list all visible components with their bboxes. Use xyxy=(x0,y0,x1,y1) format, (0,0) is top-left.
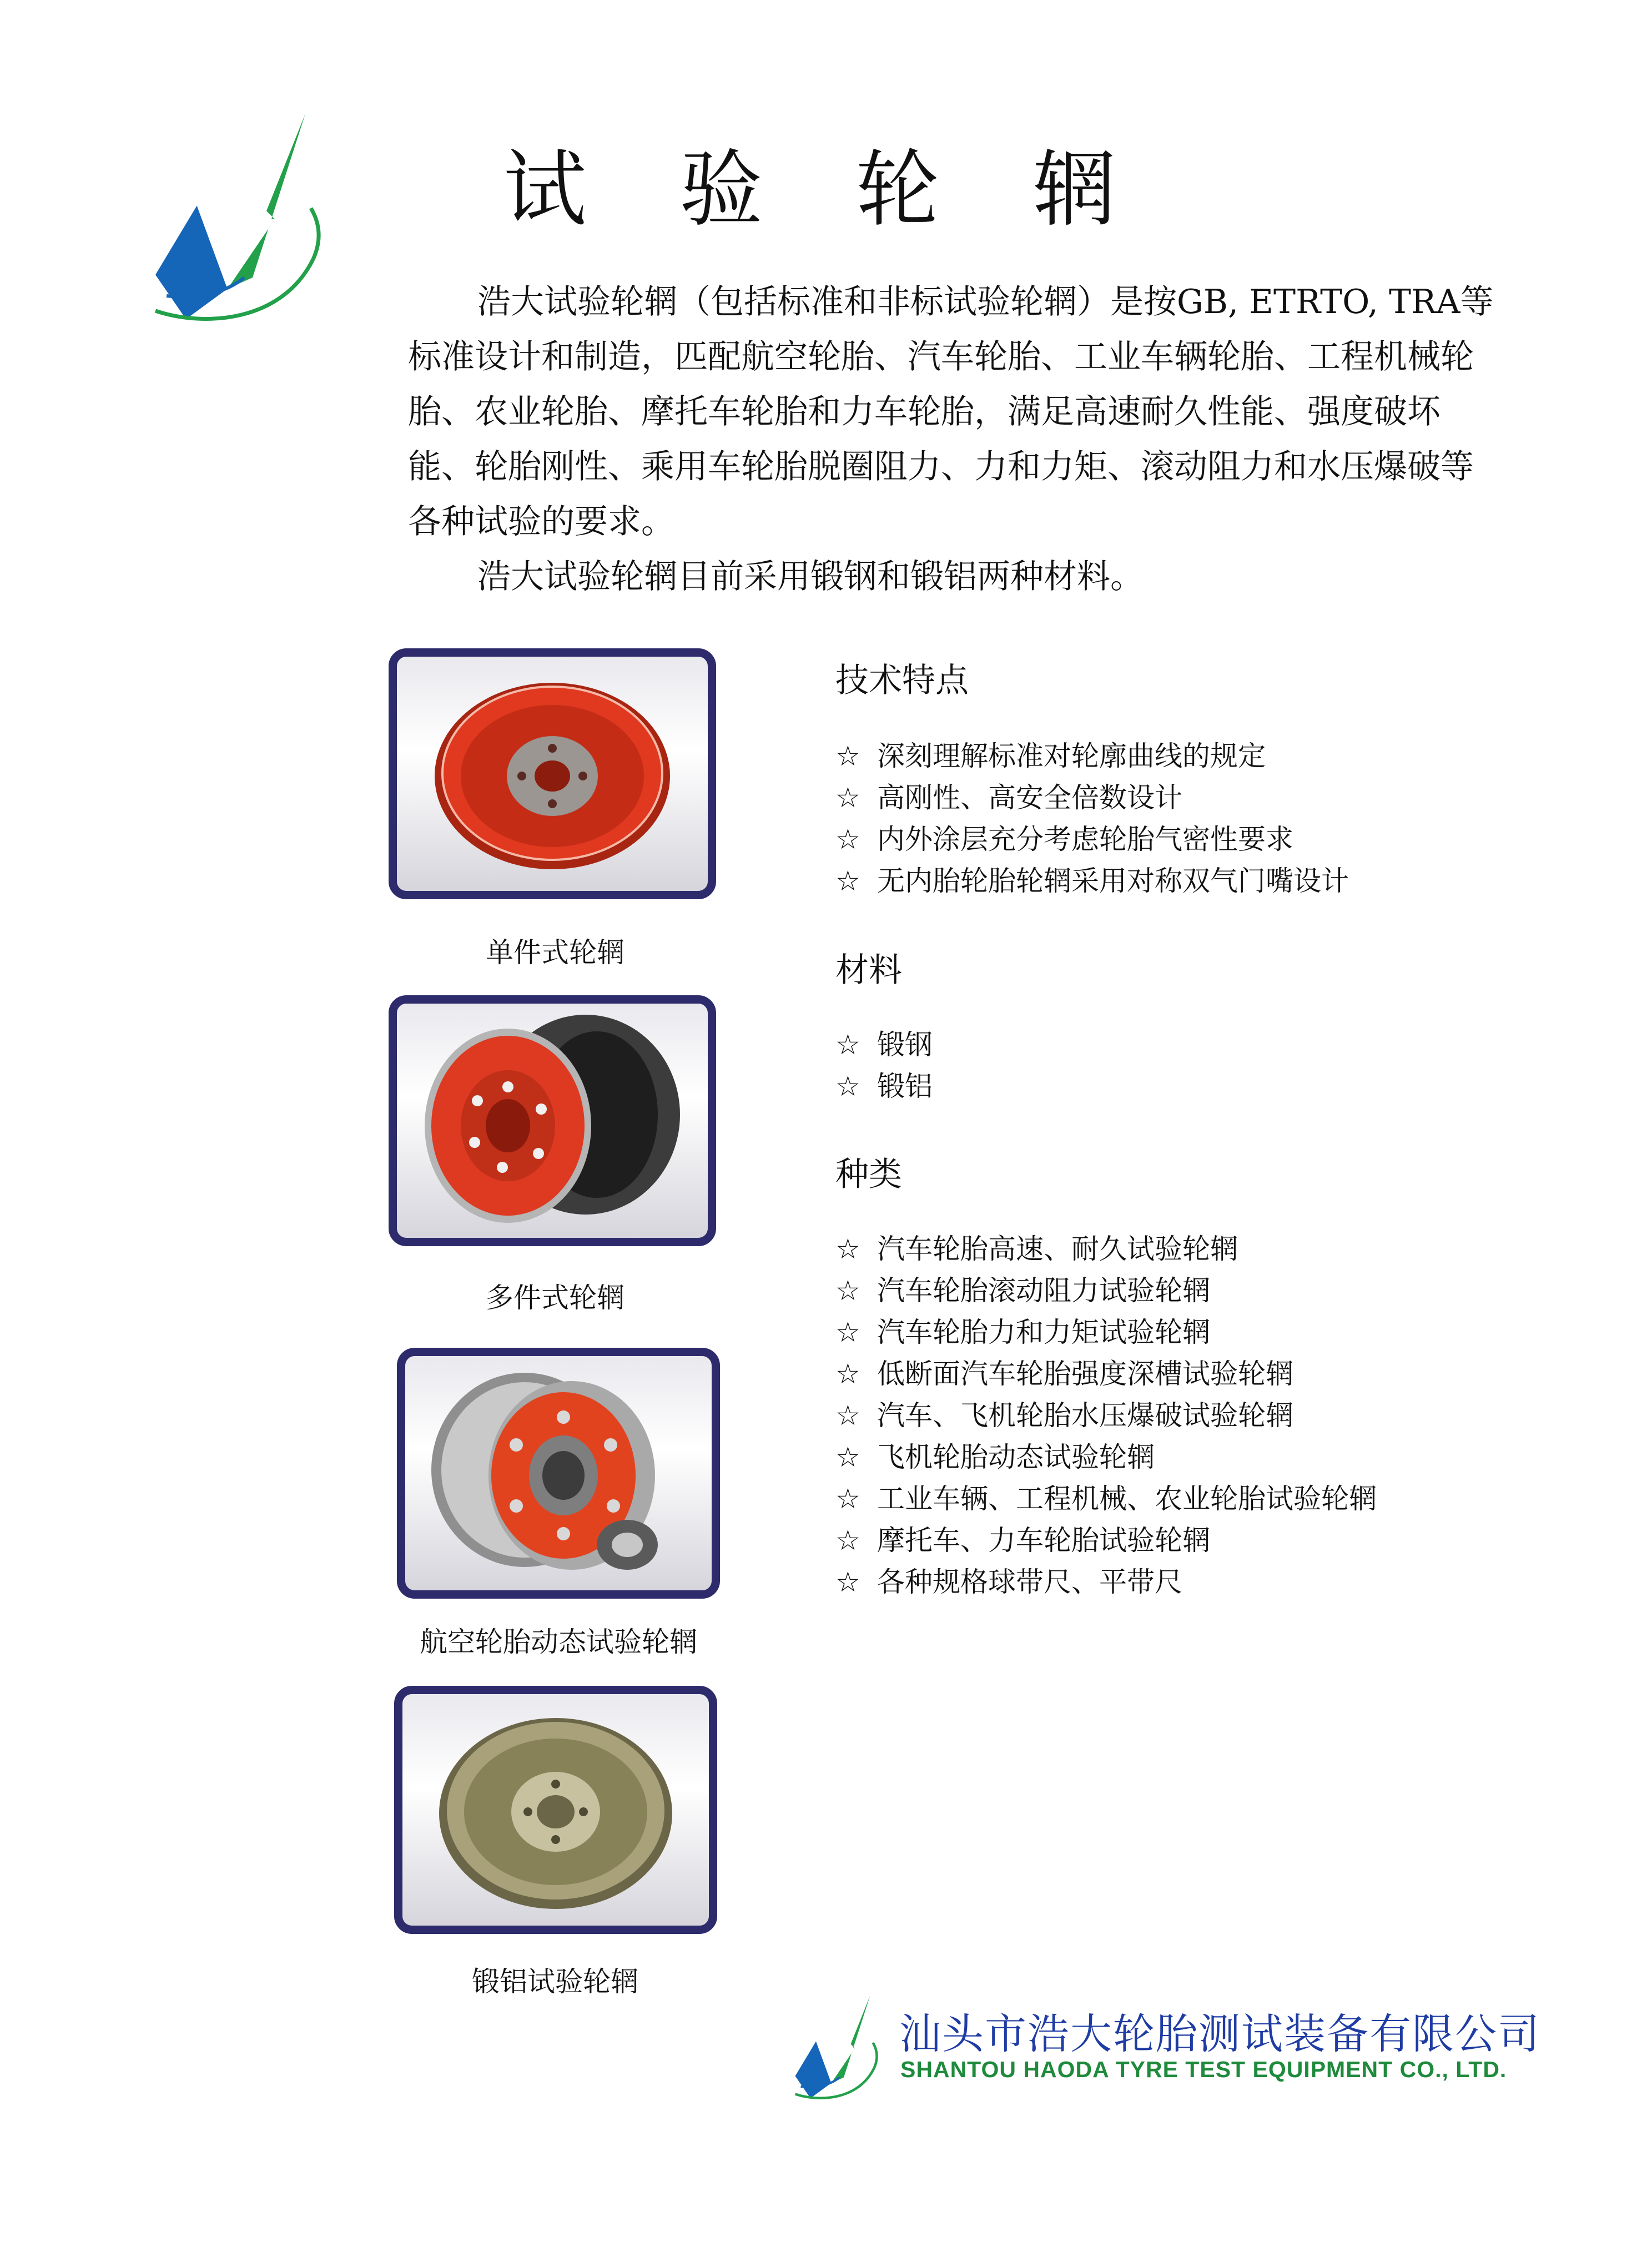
photo-caption-4: 锻铝试验轮辋 xyxy=(472,1966,638,1998)
list-item: ☆ 汽车轮胎力和力矩试验轮辋 xyxy=(835,1312,1377,1353)
star-outline-icon: ☆ xyxy=(835,865,860,897)
list-item: ☆ 飞机轮胎动态试验轮辋 xyxy=(835,1437,1377,1478)
list-item: ☆ 高刚性、高安全倍数设计 xyxy=(835,777,1349,819)
list-item: ☆ 汽车轮胎滚动阻力试验轮辋 xyxy=(835,1270,1377,1312)
star-outline-icon: ☆ xyxy=(835,823,860,855)
features-list xyxy=(835,735,1349,902)
materials-list xyxy=(835,1024,933,1107)
footer-logo-icon xyxy=(788,1993,883,2104)
list-item: ☆ 工业车辆、工程机械、农业轮胎试验轮辋 xyxy=(835,1478,1377,1520)
list-item: ☆ 各种规格球带尺、平带尺 xyxy=(835,1561,1377,1603)
list-item: ☆ 汽车、飞机轮胎水压爆破试验轮辋 xyxy=(835,1395,1377,1437)
star-outline-icon: ☆ xyxy=(835,1483,860,1515)
list-item: ☆ 摩托车、力车轮胎试验轮辋 xyxy=(835,1520,1377,1561)
star-outline-icon: ☆ xyxy=(835,1316,860,1348)
types-list xyxy=(835,1228,1377,1603)
section-heading-types: 种类 xyxy=(835,1155,902,1194)
section-heading-materials: 材料 xyxy=(835,951,902,990)
star-outline-icon: ☆ xyxy=(835,1233,860,1265)
intro-paragraph-2: 浩大试验轮辋目前采用锻钢和锻铝两种材料。 xyxy=(477,557,1144,596)
photo-caption-2: 多件式轮辋 xyxy=(486,1282,624,1314)
star-outline-icon: ☆ xyxy=(835,782,860,814)
photo-caption-3: 航空轮胎动态试验轮辋 xyxy=(420,1626,697,1658)
list-item: ☆ 汽车轮胎高速、耐久试验轮辋 xyxy=(835,1228,1377,1270)
list-item: ☆ 低断面汽车轮胎强度深槽试验轮辋 xyxy=(835,1353,1377,1395)
list-item: ☆ 深刻理解标准对轮廓曲线的规定 xyxy=(835,735,1349,777)
intro-paragraph-1: 浩大试验轮辋（包括标准和非标试验轮辋）是按GB, ETRTO, TRA等标准设计和制造，匹配航空轮胎、汽车轮胎、工业车辆轮胎、工程机械轮胎、农业轮胎、摩托车轮胎和力车轮胎，满足高速耐久性能、强度破坏能、轮胎刚性、乘用车轮胎脱圈阻力、力和力矩、滚动阻力和水压爆破等各种试验的要求。 xyxy=(408,283,1494,541)
list-item: ☆ 内外涂层充分考虑轮胎气密性要求 xyxy=(835,819,1349,860)
intro-text xyxy=(408,275,1504,604)
company-name-cn: 汕头市浩大轮胎测试装备有限公司 xyxy=(899,2009,1541,2058)
section-heading-features: 技术特点 xyxy=(835,661,969,700)
company-name-en: SHANTOU HAODA TYRE TEST EQUIPMENT CO., LTD. xyxy=(900,2057,1507,2082)
star-outline-icon: ☆ xyxy=(835,1399,860,1432)
photo-single-piece-rim xyxy=(389,648,716,899)
page-title: 试 验 轮 辋 xyxy=(503,142,1149,238)
list-item: ☆ 无内胎轮胎轮辋采用对称双气门嘴设计 xyxy=(835,860,1349,902)
photo-forged-aluminum-rim xyxy=(394,1686,717,1934)
photo-caption-1: 单件式轮辋 xyxy=(486,936,624,969)
photo-aviation-test-rim xyxy=(397,1348,720,1599)
star-outline-icon: ☆ xyxy=(835,740,860,772)
star-outline-icon: ☆ xyxy=(835,1274,860,1307)
list-item: ☆ 锻钢 xyxy=(835,1024,933,1066)
star-outline-icon: ☆ xyxy=(835,1566,860,1598)
star-outline-icon: ☆ xyxy=(835,1524,860,1556)
star-outline-icon: ☆ xyxy=(835,1358,860,1390)
star-outline-icon: ☆ xyxy=(835,1029,860,1061)
photo-multi-piece-rim xyxy=(389,995,716,1246)
star-outline-icon: ☆ xyxy=(835,1441,860,1473)
list-item: ☆ 锻铝 xyxy=(835,1066,933,1107)
star-outline-icon: ☆ xyxy=(835,1070,860,1102)
